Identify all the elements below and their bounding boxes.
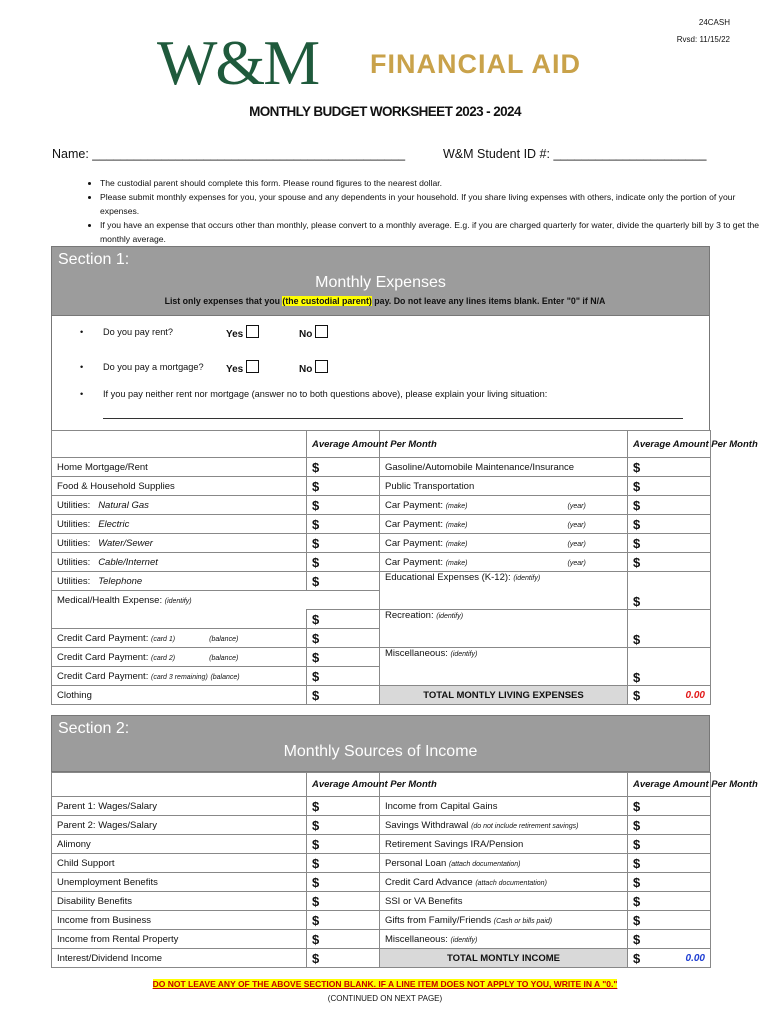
income-amount-field[interactable]: $: [628, 873, 711, 892]
wm-logo: W&M: [157, 27, 319, 98]
income-amount-field[interactable]: $: [628, 797, 711, 816]
living-situation-line[interactable]: [103, 418, 683, 419]
expense-amount-field[interactable]: $: [628, 572, 711, 610]
income-amount-field[interactable]: $: [307, 873, 380, 892]
income-amount-field[interactable]: $: [307, 797, 380, 816]
income-amount-field[interactable]: $: [307, 911, 380, 930]
income-label: Disability Benefits: [52, 892, 307, 911]
expense-amount-field[interactable]: $: [628, 610, 711, 648]
document-title: MONTHLY BUDGET WORKSHEET 2023 - 2024: [249, 104, 521, 119]
expense-label: Home Mortgage/Rent: [52, 458, 307, 477]
expense-amount-field[interactable]: $: [307, 648, 380, 667]
expense-amount-field[interactable]: $: [628, 553, 711, 572]
income-amount-field[interactable]: $: [628, 930, 711, 949]
income-label: Parent 2: Wages/Salary: [52, 816, 307, 835]
expenses-col-header: Average Amount Per Month: [307, 431, 380, 458]
expense-amount-field[interactable]: $: [628, 458, 711, 477]
income-amount-field[interactable]: $: [307, 835, 380, 854]
expense-amount-field[interactable]: $: [628, 496, 711, 515]
expense-label: Gasoline/Automobile Maintenance/Insurance: [380, 458, 628, 477]
income-amount-field[interactable]: $: [628, 911, 711, 930]
expense-amount-field[interactable]: $: [307, 629, 380, 648]
instruction-item: • If you have an expense that occurs other than monthly, please convert to a monthly average. E.g. if you are charged quarterly for water, divide the quarterly bill by 3 to get the monthly average.: [100, 218, 760, 246]
mortgage-question: • Do you pay a mortgage?: [80, 362, 204, 372]
income-label: Income from Capital Gains: [380, 797, 628, 816]
housing-questions: [51, 316, 710, 430]
form-code: [677, 14, 730, 48]
expense-amount-field[interactable]: $: [307, 534, 380, 553]
living-situation-question: • If you pay neither rent nor mortgage (answer no to both questions above), please explain your living situation:: [80, 389, 548, 399]
section2-header: [51, 715, 710, 772]
income-amount-field[interactable]: $: [628, 854, 711, 873]
section1-label: Section 1:: [58, 251, 130, 268]
income-label: Unemployment Benefits: [52, 873, 307, 892]
income-amount-field[interactable]: $: [307, 930, 380, 949]
expense-amount-field[interactable]: $: [307, 610, 380, 629]
expense-amount-field[interactable]: $: [307, 572, 380, 591]
expense-amount-field[interactable]: $: [307, 553, 380, 572]
income-label: Income from Rental Property: [52, 930, 307, 949]
income-amount-field[interactable]: $: [307, 816, 380, 835]
financial-aid-logo-text: FINANCIAL AID: [370, 49, 581, 79]
income-label: Alimony: [52, 835, 307, 854]
rent-yes-option[interactable]: Yes: [226, 325, 259, 340]
instructions-list: [60, 176, 760, 246]
expenses-table: Average Amount Per Month Average Amount Per Month Home Mortgage/Rent $ Gasoline/Automobile Maintenance/Insurance $ Food & Household Supplies $ Public Transportation $ Utilities: Natural Gas $ Car Payment: (make) (year) $ Utilities: Electric $ Car Payment: (make) (year) $ Utilities: Water/Sewer $ Car Payment: (make) (year) $ Utilities: Cable/Internet $ Car Payment: (make) (year) $ Utilities: Telephone $ Educational Expenses (K-12): (identify) $ Medical/Health Expense: (identify) $ Recreation: (identify) $ Credit Card Payment: (card 1) (balance) $ Credit Card Payment: (card 2) (balance) $ Miscellaneous: (identify) $ Credit Card Payment: (card 3 remaining) (balance) $ Clothing $ TOTAL MONTLY LIVING EXPENSES $ 0.00: [51, 430, 711, 705]
income-label: Income from Business: [52, 911, 307, 930]
expense-label: Clothing: [52, 686, 307, 705]
section2-label: Section 2:: [58, 720, 130, 737]
income-col-header: Average Amount Per Month: [628, 773, 711, 797]
instruction-item: • Please submit monthly expenses for you, your spouse and any dependents in your household. If you share living expenses with others, indicate only the portion of your expenses.: [100, 190, 760, 218]
section2-subtitle: Monthly Sources of Income: [283, 743, 478, 760]
expense-amount-field[interactable]: $: [628, 515, 711, 534]
income-label: Parent 1: Wages/Salary: [52, 797, 307, 816]
expense-label: Food & Household Supplies: [52, 477, 307, 496]
income-amount-field[interactable]: $: [628, 816, 711, 835]
name-field[interactable]: Name: _____________________________________________: [52, 147, 406, 161]
mortgage-yes-option[interactable]: Yes: [226, 360, 259, 375]
income-amount-field[interactable]: $: [307, 854, 380, 873]
income-amount-field[interactable]: $: [628, 835, 711, 854]
rent-yes-checkbox[interactable]: [246, 325, 259, 338]
expense-amount-field[interactable]: $: [307, 458, 380, 477]
expense-amount-field[interactable]: $: [307, 686, 380, 705]
student-id-field[interactable]: W&M Student ID #: ______________________: [443, 147, 707, 161]
expense-amount-field[interactable]: $: [628, 477, 711, 496]
income-table: Average Amount Per Month Average Amount Per Month Parent 1: Wages/Salary $ Income from Capital Gains $ Parent 2: Wages/Salary $ Savings Withdrawal (do not include retirement savings) $ Alimony $ Retirement Savings IRA/Pension $ Child Support $ Personal Loan (attach documentation) $ Unemployment Benefits $ Credit Card Advance (attach documentation) $ Disability Benefits $ SSI or VA Benefits $ Income from Business $ Gifts from Family/Friends (Cash or bills paid) $ Income from Rental Property $ Miscellaneous: (identify) $ Interest/Dividend Income $ TOTAL MONTLY INCOME $ 0.00: [51, 772, 711, 968]
expense-amount-field[interactable]: $: [307, 515, 380, 534]
mortgage-yes-checkbox[interactable]: [246, 360, 259, 373]
rent-no-checkbox[interactable]: [315, 325, 328, 338]
income-amount-field[interactable]: $: [307, 949, 380, 968]
section1-instruction: List only expenses that you (the custodial parent) pay. Do not leave any lines items blank. Enter "0" if N/A: [164, 296, 606, 306]
total-income-value: $ 0.00: [628, 949, 711, 968]
blank-warning: DO NOT LEAVE ANY OF THE ABOVE SECTION BLANK. IF A LINE ITEM DOES NOT APPLY TO YOU, WRITE IN A "0.": [152, 979, 618, 989]
income-label: SSI or VA Benefits: [380, 892, 628, 911]
expense-amount-field[interactable]: $: [628, 534, 711, 553]
section1-subtitle: Monthly Expenses: [315, 274, 446, 291]
mortgage-no-checkbox[interactable]: [315, 360, 328, 373]
form-number: 24CASH: [698, 18, 730, 27]
income-label: Retirement Savings IRA/Pension: [380, 835, 628, 854]
income-amount-field[interactable]: $: [628, 892, 711, 911]
income-label: Child Support: [52, 854, 307, 873]
revision-date: Rvsd: 11/15/22: [676, 35, 730, 44]
total-expenses-label: TOTAL MONTLY LIVING EXPENSES: [380, 686, 628, 705]
total-expenses-value: $ 0.00: [628, 686, 711, 705]
rent-question: • Do you pay rent?: [80, 327, 173, 337]
expense-amount-field[interactable]: $: [307, 496, 380, 515]
expense-amount-field[interactable]: $: [307, 667, 380, 686]
rent-no-option[interactable]: No: [299, 325, 328, 340]
total-income-label: TOTAL MONTLY INCOME: [380, 949, 628, 968]
instruction-item: • The custodial parent should complete this form. Please round figures to the nearest dollar.: [100, 176, 760, 190]
expense-amount-field[interactable]: $: [628, 648, 711, 686]
expense-label: Public Transportation: [380, 477, 628, 496]
income-label: Interest/Dividend Income: [52, 949, 307, 968]
continued-note: (CONTINUED ON NEXT PAGE): [327, 994, 443, 1003]
expenses-col-header: Average Amount Per Month: [628, 431, 711, 458]
mortgage-no-option[interactable]: No: [299, 360, 328, 375]
income-col-header: Average Amount Per Month: [307, 773, 380, 797]
income-amount-field[interactable]: $: [307, 892, 380, 911]
expense-amount-field[interactable]: $: [307, 477, 380, 496]
